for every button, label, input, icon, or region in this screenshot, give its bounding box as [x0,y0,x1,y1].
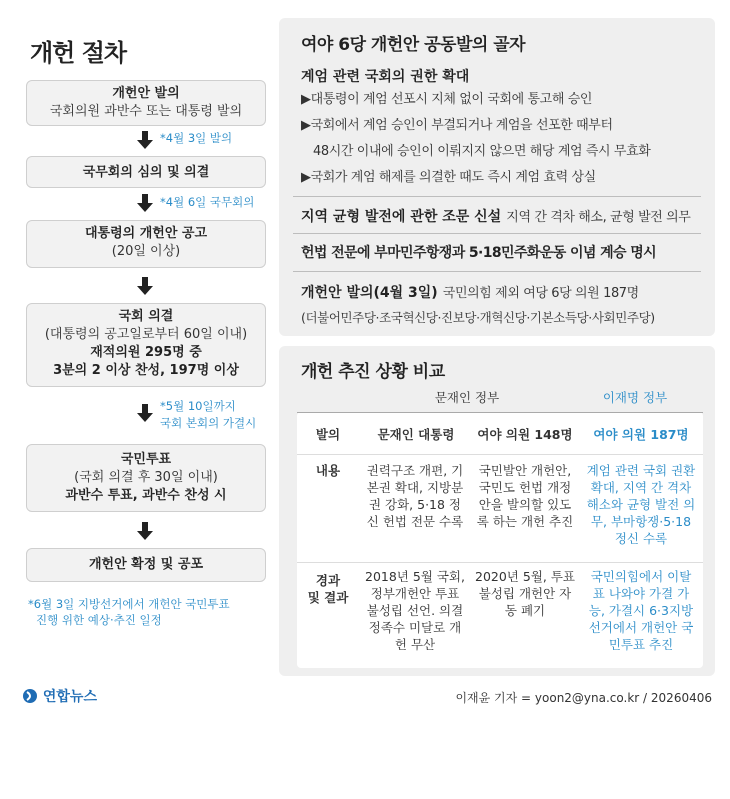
moon-assembly: 여야 의원 148명 [477,427,573,442]
page-title: 개헌 절차 [30,39,127,67]
row-header-propose: 발의 [315,427,341,442]
gist-title: 여야 6당 개헌안 공동발의 골자 [301,35,526,55]
step-assembly-title: 국회 의결 [118,309,174,324]
yonhap-logo-icon [22,688,38,704]
divider [293,196,701,197]
gist-bullet-2a: ▶국회에서 계엄 승인이 부결되거나 계엄을 선포한 때부터 [301,118,613,133]
gist-panel [279,18,715,336]
step-final-title: 개헌안 확정 및 공포 [88,557,204,572]
note-assembly-date-1: *5월 10일까지 [160,399,236,413]
divider [297,454,703,455]
moon-president: 문재인 대통령 [377,427,455,442]
compare-table [297,412,703,668]
step-referendum-title: 국민투표 [120,452,172,467]
column-header-lee: 이재명 정부 [602,390,668,405]
arrow-down-icon [134,520,156,542]
step-referendum [26,444,266,512]
step-assembly-threshold: 3분의 2 이상 찬성, 197명 이상 [53,363,239,378]
arrow-down-icon [134,275,156,297]
note-assembly-date-2: 국회 본회의 가결시 [160,416,257,430]
step-cabinet [26,156,266,188]
step-proposal-desc: 국회의원 과반수 또는 대통령 발의 [49,104,243,119]
footnote-line-1: *6월 3일 지방선거에서 개헌안 국민투표 [28,597,230,611]
step-assembly-members: 재적의원 295명 중 [90,345,202,360]
moon-content-1: 권력구조 개편, 기본권 확대, 지방분권 강화, 5·18 정신 헌법 전문 수록 [366,463,464,529]
gist-parties: (더불어민주당·조국혁신당·진보당·개혁신당·기본소득당·사회민주당) [301,310,655,325]
gist-heading-preamble: 헌법 전문에 부마민주항쟁과 5·18민주화운동 이념 계승 명시 [301,245,657,261]
row-header-result-2: 및 결과 [307,590,349,605]
note-proposal-date: *4월 3일 발의 [160,131,233,145]
lee-result: 국민의힘에서 이탈표 나와야 가결 가능, 가결시 6·3지방 선거에서 개헌안 국민투표 추진 [588,569,694,652]
step-referendum-condition: 과반수 투표, 과반수 찬성 시 [65,488,227,503]
divider [293,271,701,272]
gist-proposal-desc: 국민의힘 제외 여당 6당 의원 187명 [442,286,639,301]
step-referendum-deadline: (국회 의결 후 30일 이내) [74,470,218,485]
row-header-result-1: 경과 [315,573,341,588]
yonhap-logo-text: 연합뉴스 [42,689,97,705]
footnote-line-2: 진행 위한 예상·추진 일정 [36,613,162,627]
lee-assembly: 여야 의원 187명 [593,427,689,442]
gist-heading-martial-law: 계엄 관련 국회의 권한 확대 [301,69,470,85]
column-header-moon: 문재인 정부 [434,390,500,405]
divider [297,412,703,413]
step-final [26,548,266,582]
gist-proposal [301,282,639,306]
gist-bullet-1: ▶대통령이 계엄 선포시 지체 없이 국회에 통고해 승인 [301,92,593,107]
step-cabinet-title: 국무회의 심의 및 의결 [82,165,210,180]
step-proposal [26,80,266,126]
gist-heading-regional: 지역 균형 발전에 관한 조문 신설 [301,209,502,225]
lee-content: 계엄 관련 국회 권환 확대, 지역 간 격차 해소와 균형 발전 의무, 부마항쟁·5·18 정신 수록 [586,463,696,546]
divider [297,562,703,563]
yonhap-logo [22,686,97,706]
moon-content-2: 국민발안 개헌안, 국민도 헌법 개정안을 발의할 있도록 하는 개헌 추진 [476,463,574,529]
step-announce-title: 대통령의 개헌안 공고 [84,226,208,241]
gist-regional-desc: 지역 간 격차 해소, 균형 발전 의무 [506,210,691,225]
divider [293,233,701,234]
step-assembly-vote [26,303,266,387]
footnote [28,596,230,628]
arrow-down-icon [134,192,156,214]
byline: 이재윤 기자 = yoon2@yna.co.kr / 20260406 [455,691,712,705]
moon-result-1: 2018년 5월 국회, 정부개헌안 투표 불성립 선언. 의결정족수 미달로 개헌 무산 [365,569,465,652]
step-proposal-title: 개헌안 발의 [112,86,180,101]
compare-title: 개헌 추진 상황 비교 [301,362,445,382]
arrow-down-icon [134,129,156,151]
gist-heading-proposal: 개헌안 발의(4월 3일) [301,285,438,301]
compare-panel [279,346,715,676]
note-cabinet-date: *4월 6일 국무회의 [160,195,255,209]
moon-result-2: 2020년 5월, 투표 불성립 개헌안 자동 폐기 [475,569,575,618]
gist-bullet-3: ▶국회가 계엄 해제를 의결한 때도 즉시 계엄 효력 상실 [301,170,596,185]
arrow-down-icon [134,402,156,424]
step-announce [26,220,266,268]
step-announce-desc: (20일 이상) [111,244,181,259]
row-header-result [297,572,359,606]
gist-bullet-2b: 48시간 이내에 승인이 이뤄지지 않으면 해당 계엄 즉시 무효화 [313,144,651,159]
row-header-content: 내용 [315,463,341,478]
gist-regional [301,206,690,230]
step-assembly-deadline: (대통령의 공고일로부터 60일 이내) [44,327,248,342]
